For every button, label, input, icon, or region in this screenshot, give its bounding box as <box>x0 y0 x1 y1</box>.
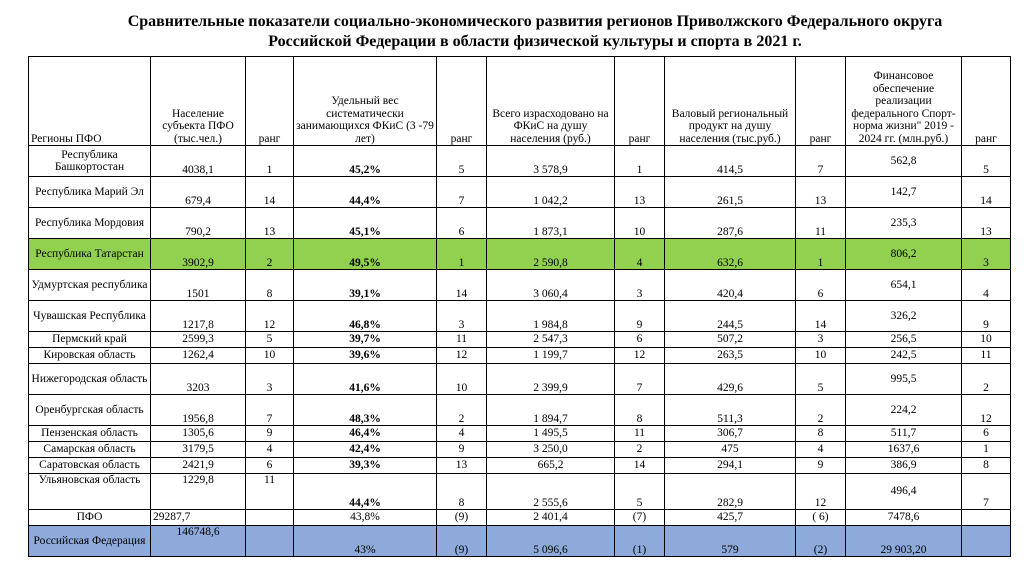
spent-cell: 1 984,8 <box>487 301 615 332</box>
share-cell: 45,2% <box>294 146 437 177</box>
population-cell: 1262,4 <box>151 348 246 364</box>
region-name: ПФО <box>29 510 151 526</box>
finance-cell: 806,2 <box>846 239 962 270</box>
rank-cell: 7 <box>246 395 294 426</box>
region-name: Республика Татарстан <box>29 239 151 270</box>
rank-cell: 3 <box>437 301 487 332</box>
rank-cell: 6 <box>437 208 487 239</box>
share-cell: 44,4% <box>294 177 437 208</box>
population-cell: 2599,3 <box>151 332 246 348</box>
finance-cell: 995,5 <box>846 364 962 395</box>
spent-cell: 2 547,3 <box>487 332 615 348</box>
rank-cell: 7 <box>962 474 1011 510</box>
finance-cell: 224,2 <box>846 395 962 426</box>
header-rank: ранг <box>437 57 487 146</box>
spent-cell: 3 250,0 <box>487 442 615 458</box>
rank-cell: 11 <box>246 474 294 510</box>
region-name: Нижегородская область <box>29 364 151 395</box>
spent-cell: 1 199,7 <box>487 348 615 364</box>
rank-cell: 4 <box>437 426 487 442</box>
rank-cell: 4 <box>962 270 1011 301</box>
rank-cell: 1 <box>796 239 846 270</box>
rank-cell: ( 6) <box>796 510 846 526</box>
grp-cell: 579 <box>665 526 796 557</box>
title-line-2: Российской Федерации в области физической культуры и спорта в 2021 г. <box>268 33 802 50</box>
region-name: Пензенская область <box>29 426 151 442</box>
share-cell: 45,1% <box>294 208 437 239</box>
table-row <box>29 270 1011 301</box>
rank-cell: 3 <box>962 239 1011 270</box>
finance-cell: 386,9 <box>846 458 962 474</box>
rank-cell: 13 <box>962 208 1011 239</box>
rank-cell: 13 <box>437 458 487 474</box>
finance-cell: 326,2 <box>846 301 962 332</box>
table-row <box>29 395 1011 426</box>
share-cell: 46,8% <box>294 301 437 332</box>
rank-cell: 12 <box>796 474 846 510</box>
spent-cell: 2 399,9 <box>487 364 615 395</box>
grp-cell: 294,1 <box>665 458 796 474</box>
grp-cell: 261,5 <box>665 177 796 208</box>
population-cell: 1501 <box>151 270 246 301</box>
grp-cell: 282,9 <box>665 474 796 510</box>
rank-cell: 5 <box>437 146 487 177</box>
share-cell: 43,8% <box>294 510 437 526</box>
rank-cell: 13 <box>796 177 846 208</box>
rank-cell: 6 <box>962 426 1011 442</box>
table-row <box>29 332 1011 348</box>
population-cell: 1229,8 <box>151 474 246 510</box>
population-cell: 146748,6 <box>151 526 246 557</box>
share-cell: 48,3% <box>294 395 437 426</box>
rank-cell: (7) <box>615 510 665 526</box>
spent-cell: 665,2 <box>487 458 615 474</box>
population-cell: 1305,6 <box>151 426 246 442</box>
finance-cell: 256,5 <box>846 332 962 348</box>
finance-cell: 562,8 <box>846 146 962 177</box>
rank-cell: 10 <box>246 348 294 364</box>
rank-cell: 7 <box>615 364 665 395</box>
spent-cell: 1 042,2 <box>487 177 615 208</box>
table-row <box>29 458 1011 474</box>
rank-cell: 14 <box>796 301 846 332</box>
rank-cell <box>962 510 1011 526</box>
rank-cell: 14 <box>437 270 487 301</box>
table-row <box>29 426 1011 442</box>
table-row <box>29 177 1011 208</box>
spent-cell: 3 578,9 <box>487 146 615 177</box>
spent-cell: 3 060,4 <box>487 270 615 301</box>
finance-cell: 29 903,20 <box>846 526 962 557</box>
rank-cell: (9) <box>437 526 487 557</box>
region-name: Республика Мордовия <box>29 208 151 239</box>
rank-cell: 10 <box>437 364 487 395</box>
grp-cell: 425,7 <box>665 510 796 526</box>
rank-cell: 1 <box>962 442 1011 458</box>
rank-cell: 2 <box>615 442 665 458</box>
rank-cell <box>246 526 294 557</box>
header-rank: ранг <box>615 57 665 146</box>
header-population: Население субъекта ПФО (тыс.чел.) <box>151 57 246 146</box>
population-cell: 3902,9 <box>151 239 246 270</box>
table-row-highlighted <box>29 239 1011 270</box>
rank-cell: 2 <box>437 395 487 426</box>
share-cell: 49,5% <box>294 239 437 270</box>
grp-cell: 306,7 <box>665 426 796 442</box>
region-name: Саратовская область <box>29 458 151 474</box>
header-rank: ранг <box>796 57 846 146</box>
rank-cell: 12 <box>615 348 665 364</box>
rank-cell: 10 <box>962 332 1011 348</box>
table-row <box>29 146 1011 177</box>
header-rank: ранг <box>246 57 294 146</box>
table-row <box>29 208 1011 239</box>
header-grp: Валовый региональный продукт на душу населения (тыс.руб.) <box>665 57 796 146</box>
finance-cell: 242,5 <box>846 348 962 364</box>
rank-cell: 3 <box>615 270 665 301</box>
table-row <box>29 442 1011 458</box>
table-row-pfo-total <box>29 510 1011 526</box>
spent-cell: 2 555,6 <box>487 474 615 510</box>
grp-cell: 429,6 <box>665 364 796 395</box>
region-name: Чувашская Республика <box>29 301 151 332</box>
region-name: Республика Башкортостан <box>29 146 151 177</box>
rank-cell: (9) <box>437 510 487 526</box>
table-row <box>29 348 1011 364</box>
rank-cell: 1 <box>615 146 665 177</box>
share-cell: 46,4% <box>294 426 437 442</box>
population-cell: 3179,5 <box>151 442 246 458</box>
rank-cell: 12 <box>962 395 1011 426</box>
rank-cell: 2 <box>962 364 1011 395</box>
comparison-table <box>28 56 1011 557</box>
region-name: Удмуртская республика <box>29 270 151 301</box>
region-name: Российская Федерация <box>29 526 151 557</box>
rank-cell: 9 <box>615 301 665 332</box>
rank-cell: 9 <box>437 442 487 458</box>
rank-cell: 11 <box>437 332 487 348</box>
header-row <box>29 57 1011 146</box>
header-finance: Финансовое обеспечение реализации федерального Спорт-норма жизни" 2019 - 2024 гг. (млн.руб.) <box>846 57 962 146</box>
population-cell: 679,4 <box>151 177 246 208</box>
rank-cell: 2 <box>796 395 846 426</box>
population-cell: 790,2 <box>151 208 246 239</box>
rank-cell: 12 <box>437 348 487 364</box>
rank-cell: 6 <box>615 332 665 348</box>
finance-cell: 142,7 <box>846 177 962 208</box>
rank-cell: 11 <box>796 208 846 239</box>
spent-cell: 1 873,1 <box>487 208 615 239</box>
finance-cell: 1637,6 <box>846 442 962 458</box>
region-name: Самарская область <box>29 442 151 458</box>
rank-cell: 5 <box>962 146 1011 177</box>
header-rank: ранг <box>962 57 1011 146</box>
page-title <box>85 12 985 52</box>
rank-cell: 11 <box>962 348 1011 364</box>
rank-cell: 8 <box>796 426 846 442</box>
rank-cell: 11 <box>615 426 665 442</box>
rank-cell: 8 <box>962 458 1011 474</box>
finance-cell: 7478,6 <box>846 510 962 526</box>
spent-cell: 5 096,6 <box>487 526 615 557</box>
rank-cell: 3 <box>246 364 294 395</box>
rank-cell <box>246 510 294 526</box>
share-cell: 39,1% <box>294 270 437 301</box>
rank-cell: 8 <box>437 474 487 510</box>
table-row <box>29 364 1011 395</box>
rank-cell: 8 <box>246 270 294 301</box>
finance-cell: 654,1 <box>846 270 962 301</box>
grp-cell: 475 <box>665 442 796 458</box>
grp-cell: 420,4 <box>665 270 796 301</box>
rank-cell: 7 <box>437 177 487 208</box>
rank-cell: 7 <box>796 146 846 177</box>
rank-cell: 14 <box>246 177 294 208</box>
grp-cell: 263,5 <box>665 348 796 364</box>
finance-cell: 511,7 <box>846 426 962 442</box>
header-region: Регионы ПФО <box>29 57 151 146</box>
grp-cell: 414,5 <box>665 146 796 177</box>
rank-cell: 6 <box>246 458 294 474</box>
grp-cell: 632,6 <box>665 239 796 270</box>
rank-cell: 4 <box>796 442 846 458</box>
region-name: Оренбургская область <box>29 395 151 426</box>
spent-cell: 1 495,5 <box>487 426 615 442</box>
rank-cell <box>962 526 1011 557</box>
rank-cell: 8 <box>615 395 665 426</box>
population-cell: 1956,8 <box>151 395 246 426</box>
rank-cell: (1) <box>615 526 665 557</box>
rank-cell: 9 <box>246 426 294 442</box>
share-cell: 43% <box>294 526 437 557</box>
share-cell: 42,4% <box>294 442 437 458</box>
title-line-1: Сравнительные показатели социально-экономического развития регионов Приволжского Федерального округа <box>127 13 943 30</box>
rank-cell: 5 <box>615 474 665 510</box>
spent-cell: 1 894,7 <box>487 395 615 426</box>
table-row-rf-total <box>29 526 1011 557</box>
grp-cell: 507,2 <box>665 332 796 348</box>
share-cell: 41,6% <box>294 364 437 395</box>
header-share: Удельный вес систематически занимающихся ФКиС (3 -79 лет) <box>294 57 437 146</box>
table-row <box>29 301 1011 332</box>
rank-cell: 14 <box>962 177 1011 208</box>
region-name: Республика Марий Эл <box>29 177 151 208</box>
rank-cell: 9 <box>796 458 846 474</box>
population-cell: 3203 <box>151 364 246 395</box>
rank-cell: 1 <box>437 239 487 270</box>
rank-cell: 3 <box>796 332 846 348</box>
population-cell: 2421,9 <box>151 458 246 474</box>
region-name: Кировская область <box>29 348 151 364</box>
rank-cell: 13 <box>246 208 294 239</box>
rank-cell: 1 <box>246 146 294 177</box>
share-cell: 39,3% <box>294 458 437 474</box>
grp-cell: 287,6 <box>665 208 796 239</box>
header-spent: Всего израсходовано на ФКиС на душу населения (руб.) <box>487 57 615 146</box>
table-row <box>29 474 1011 510</box>
rank-cell: 10 <box>615 208 665 239</box>
population-cell: 29287,7 <box>151 510 246 526</box>
share-cell: 39,7% <box>294 332 437 348</box>
rank-cell: 2 <box>246 239 294 270</box>
rank-cell: 4 <box>615 239 665 270</box>
rank-cell: 10 <box>796 348 846 364</box>
region-name: Пермский край <box>29 332 151 348</box>
share-cell: 39,6% <box>294 348 437 364</box>
rank-cell: 9 <box>962 301 1011 332</box>
grp-cell: 244,5 <box>665 301 796 332</box>
rank-cell: 13 <box>615 177 665 208</box>
rank-cell: 6 <box>796 270 846 301</box>
finance-cell: 235,3 <box>846 208 962 239</box>
share-cell: 44,4% <box>294 474 437 510</box>
rank-cell: 4 <box>246 442 294 458</box>
population-cell: 4038,1 <box>151 146 246 177</box>
spent-cell: 2 590,8 <box>487 239 615 270</box>
population-cell: 1217,8 <box>151 301 246 332</box>
rank-cell: 5 <box>796 364 846 395</box>
region-name: Ульяновская область <box>29 474 151 510</box>
finance-cell: 496,4 <box>846 474 962 510</box>
spent-cell: 2 401,4 <box>487 510 615 526</box>
rank-cell: (2) <box>796 526 846 557</box>
rank-cell: 14 <box>615 458 665 474</box>
rank-cell: 12 <box>246 301 294 332</box>
rank-cell: 5 <box>246 332 294 348</box>
grp-cell: 511,3 <box>665 395 796 426</box>
